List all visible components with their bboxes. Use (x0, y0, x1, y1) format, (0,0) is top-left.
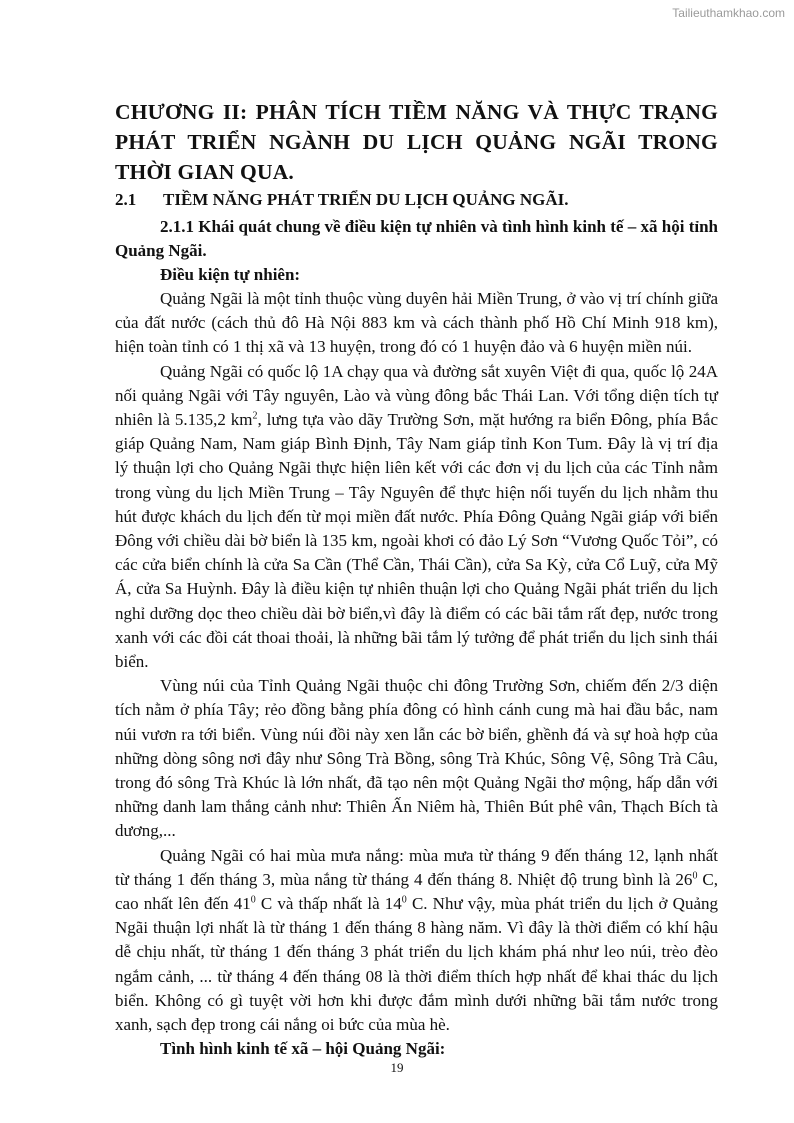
watermark: Tailieuthamkhao.com (672, 6, 785, 20)
natural-conditions-heading: Điều kiện tự nhiên: (160, 265, 301, 284)
paragraph-text: C. Như vậy, mùa phát triển du lịch ở Quảng Ngãi thuận lợi nhất là từ tháng 1 đến tháng 8 hàng năm. Vì đây là thời điểm có khí hậu dễ chịu nhất, từ tháng 1 đến tháng 3 phát triển du lịch khám phá như leo núi, trèo đèo ngắm cảnh, ... từ tháng 4 đến tháng 08 là thời điểm thích hợp nhất để khai thác du lịch biển. Không có gì tuyệt vời hơn khi được đắm mình dưới những bãi tắm nước trong xanh, sạch đẹp trong cái nắng oi bức của mùa hè. (115, 894, 718, 1035)
paragraph-text: C, cao nhất lên đến 41 (115, 869, 718, 914)
subsection-heading-2-1-1: 2.1.1 Khái quát chung về điều kiện tự nhiên và tình hình kinh tế – xã hội tỉnh Quảng Ngãi. (115, 217, 718, 260)
paragraph-mountains: Vùng núi của Tỉnh Quảng Ngãi thuộc chi đông Trường Sơn, chiếm đến 2/3 diện tích nằm ở phía Tây; rẻo đồng bằng phía đông có hình cánh cung mà hai đầu bắc, nam núi vươn ra tới biển. Vùng núi đồi này xen lẫn các bờ biển, ghềnh đá và sự hoà hợp của những dòng sông nơi đây như Sông Trà Bồng, sông Trà Khúc, Sông Vệ, Sông Trà Câu, trong đó sông Trà Khúc là lớn nhất, đã tạo nên một Quảng Ngãi thơ mộng, hấp dẫn với những danh lam thắng cảnh như: Thiên Ấn Niêm hà, Thiên Bút phê vân, Thạch Bích tà dương,... (115, 676, 718, 841)
paragraph-text: C và thấp nhất là 14 (255, 894, 402, 914)
superscript: 0 (692, 870, 698, 882)
paragraph-climate (115, 844, 718, 1038)
chapter-title: CHƯƠNG II: PHÂN TÍCH TIỀM NĂNG VÀ THỰC TRẠNG PHÁT TRIỂN NGÀNH DU LỊCH QUẢNG NGÃI TRONG THỜI GIAN QUA. (115, 100, 718, 184)
superscript: 0 (250, 894, 256, 906)
section-heading-2-1 (115, 189, 718, 211)
page-number: 19 (390, 1060, 404, 1075)
paragraph-text: Quảng Ngãi có hai mùa mưa nắng: mùa mưa từ tháng 9 đến tháng 12, lạnh nhất từ tháng 1 đến tháng 3, mùa nắng từ tháng 4 đến tháng 8. Nhiệt độ trung bình là 26 (115, 845, 718, 889)
paragraph-text: Quảng Ngãi có quốc lộ 1A chạy qua và đường sắt xuyên Việt đi qua, quốc lộ 24A nối quảng Ngãi với Tây nguyên, Lào và vùng đông bắc Thái Lan. Với tổng diện tích tự nhiên là 5.135,2 km (115, 361, 718, 430)
page-content (115, 97, 718, 1061)
socio-economic-heading: Tình hình kinh tế xã – hội Quảng Ngãi: (160, 1039, 446, 1059)
section-title: TIỀM NĂNG PHÁT TRIỂN DU LỊCH QUẢNG NGÃI. (163, 190, 569, 209)
paragraph-transport-area (115, 360, 718, 675)
paragraph-text: , lưng tựa vào dãy Trường Sơn, mặt hướng ra biển Đông, phía Bắc giáp Quảng Nam, Nam giáp Bình Định, Tây Nam giáp tỉnh Kon Tum. Đây là vị trí địa lý thuận lợi cho Quảng Ngãi thực hiện liên kết với các đơn vị du lịch của các Tỉnh nằm trong vùng du lịch Miền Trung – Tây Nguyên để thực hiện nối tuyến du lịch nhằm thu hút được khách du lịch đến từ mọi miền đất nước. Phía Đông Quảng Ngãi giáp với biển Đông với chiều dài bờ biển là 135 km, ngoài khơi có đảo Lý Sơn “Vương Quốc Tỏi”, có các cửa biển chính là cửa Sa Cần (Thể Cần, Thái Cần), cửa Sa Kỳ, cửa Cổ Luỹ, cửa Mỹ Á, cửa Sa Huỳnh. Đây là điều kiện tự nhiên thuận lợi cho Quảng Ngãi phát triển du lịch nghỉ dưỡng dọc theo chiều dài bờ biển,vì đây là điểm có các bãi tắm rất đẹp, nước trong xanh với các đồi cát thoai thoải, là những bãi tắm lý tưởng để phát triển du lịch sinh thái biển. (115, 410, 719, 672)
paragraph-location: Quảng Ngãi là một tỉnh thuộc vùng duyên hải Miền Trung, ở vào vị trí chính giữa của đất nước (cách thủ đô Hà Nội 883 km và cách thành phố Hồ Chí Minh 918 km), hiện toàn tỉnh có 1 thị xã và 13 huyện, trong đó có 1 huyện đảo và 6 huyện miền núi. (115, 289, 718, 357)
section-number: 2.1 (115, 190, 137, 209)
superscript: 2 (252, 410, 258, 422)
superscript: 0 (401, 894, 407, 906)
